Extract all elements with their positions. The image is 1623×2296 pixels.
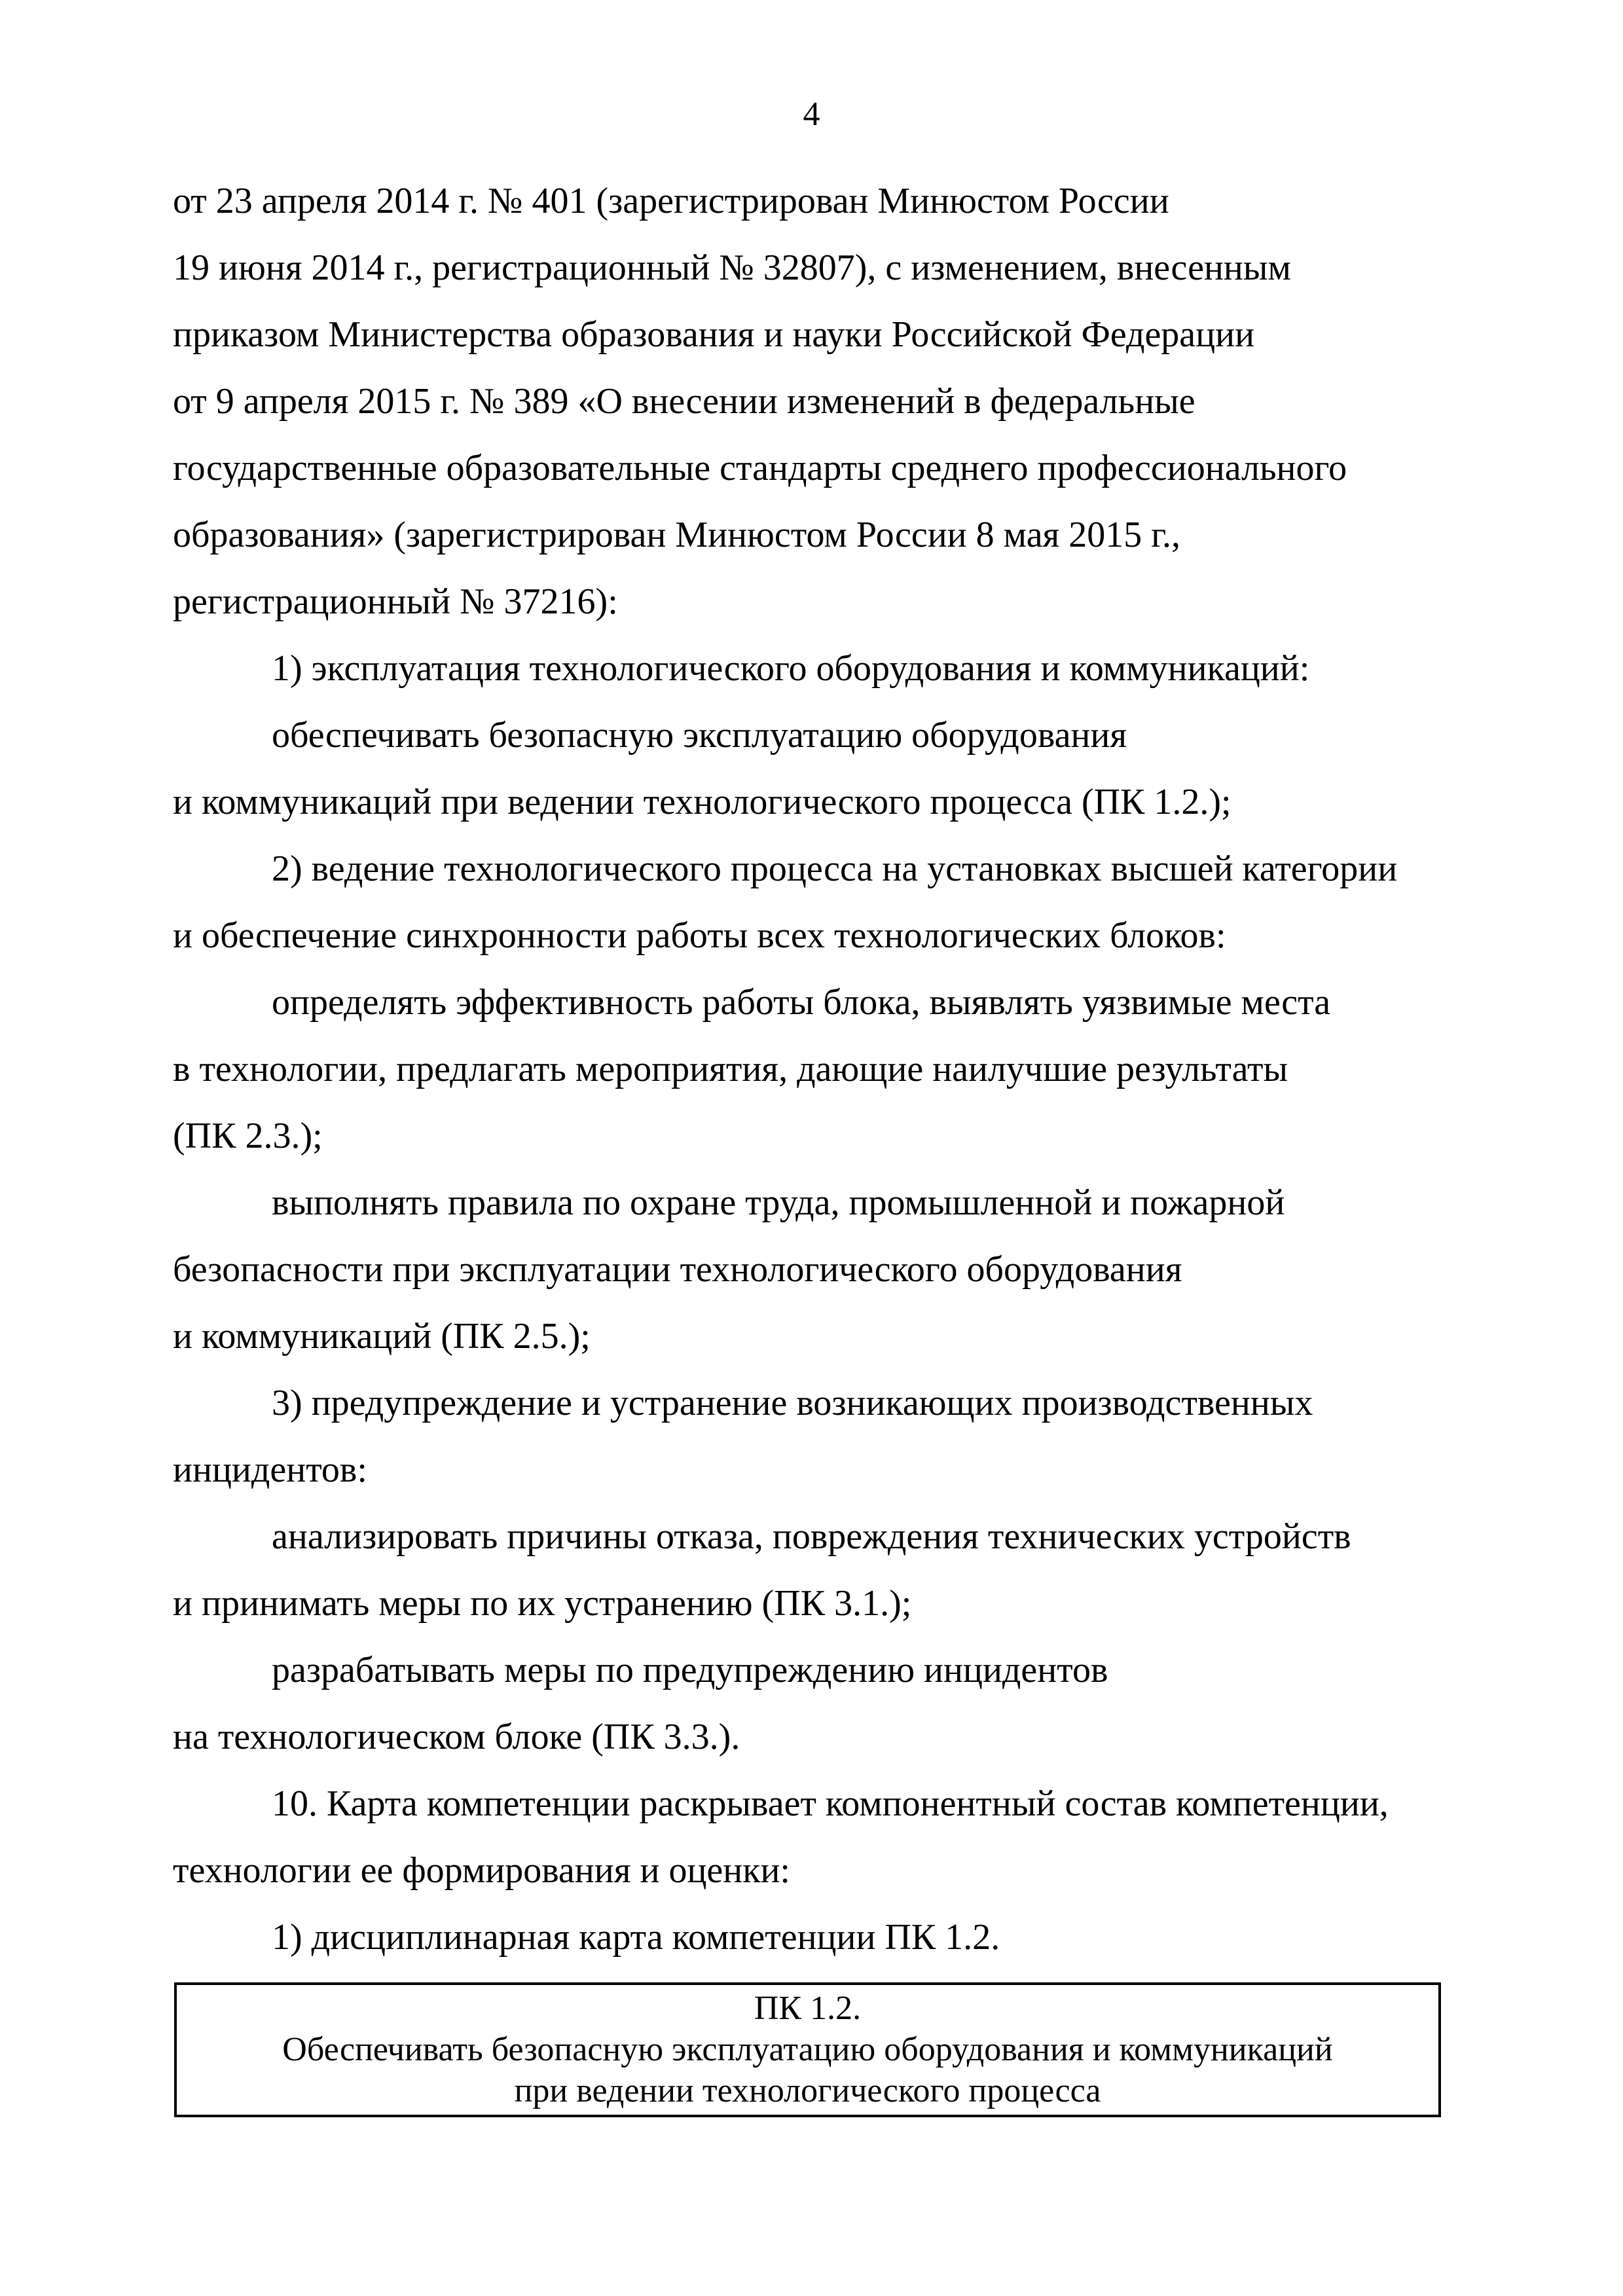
paragraph-item-2-pk-2-3: [173, 969, 1453, 1169]
text-line: государственные образовательные стандарты среднего профессионального: [173, 448, 1347, 488]
text-line: образования» (зарегистрирован Минюстом России 8 мая 2015 г.,: [173, 515, 1180, 555]
page-number: 4: [803, 96, 820, 133]
paragraph-intro: [173, 168, 1453, 635]
document-body: [173, 168, 1453, 1971]
text-line: приказом Министерства образования и науки Российской Федерации: [173, 314, 1255, 355]
text-line: (ПК 2.3.);: [173, 1116, 323, 1156]
text-line: в технологии, предлагать мероприятия, дающие наилучшие результаты: [173, 1049, 1288, 1089]
text-line: анализировать причины отказа, повреждения технических устройств: [272, 1516, 1351, 1557]
text-line: от 9 апреля 2015 г. № 389 «О внесении изменений в федеральные: [173, 381, 1195, 422]
text-line: выполнять правила по охране труда, промышленной и пожарной: [272, 1182, 1285, 1223]
competency-box: [174, 1982, 1441, 2117]
text-line: регистрационный № 37216):: [173, 581, 618, 622]
competency-title-line: Обеспечивать безопасную эксплуатацию оборудования и коммуникаций: [282, 2031, 1333, 2068]
text-line: и коммуникаций при ведении технологического процесса (ПК 1.2.);: [173, 782, 1231, 822]
paragraph-item-1: [173, 635, 1453, 702]
text-line: безопасности при эксплуатации технологического оборудования: [173, 1249, 1182, 1290]
text-line: разрабатывать меры по предупреждению инцидентов: [272, 1650, 1108, 1690]
competency-code: ПК 1.2.: [754, 1990, 862, 2027]
text-line: технологии ее формирования и оценки:: [173, 1850, 790, 1891]
text-line: 10. Карта компетенции раскрывает компонентный состав компетенции,: [272, 1783, 1389, 1824]
paragraph-item-3-pk-3-1: [173, 1503, 1453, 1637]
text-line: на технологическом блоке (ПК 3.3.).: [173, 1717, 740, 1757]
text-line: определять эффективность работы блока, выявлять уязвимые места: [272, 982, 1331, 1023]
text-line: от 23 апреля 2014 г. № 401 (зарегистрирован Минюстом России: [173, 181, 1169, 221]
paragraph-item-3-pk-3-3: [173, 1637, 1453, 1770]
paragraph-item-1-pk-1-2: [173, 702, 1453, 835]
paragraph-section-10: [173, 1770, 1453, 1904]
text-line: 1) эксплуатация технологического оборудования и коммуникаций:: [272, 648, 1310, 689]
paragraph-section-10-item-1: [173, 1904, 1453, 1971]
text-line: и коммуникаций (ПК 2.5.);: [173, 1316, 591, 1357]
paragraph-item-2-pk-2-5: [173, 1169, 1453, 1370]
text-line: 3) предупреждение и устранение возникающих производственных: [272, 1383, 1313, 1423]
text-line: 2) ведение технологического процесса на установках высшей категории: [272, 848, 1398, 889]
text-line: и обеспечение синхронности работы всех технологических блоков:: [173, 915, 1226, 956]
text-line: обеспечивать безопасную эксплуатацию оборудования: [272, 715, 1127, 756]
text-line: 19 июня 2014 г., регистрационный № 32807), с изменением, внесенным: [173, 247, 1291, 288]
text-line: 1) дисциплинарная карта компетенции ПК 1.2.: [272, 1917, 1000, 1958]
paragraph-item-3: [173, 1370, 1453, 1503]
competency-title-line: при ведении технологического процесса: [514, 2072, 1101, 2109]
paragraph-item-2: [173, 835, 1453, 969]
text-line: и принимать меры по их устранению (ПК 3.1.);: [173, 1583, 912, 1624]
text-line: инцидентов:: [173, 1449, 367, 1490]
